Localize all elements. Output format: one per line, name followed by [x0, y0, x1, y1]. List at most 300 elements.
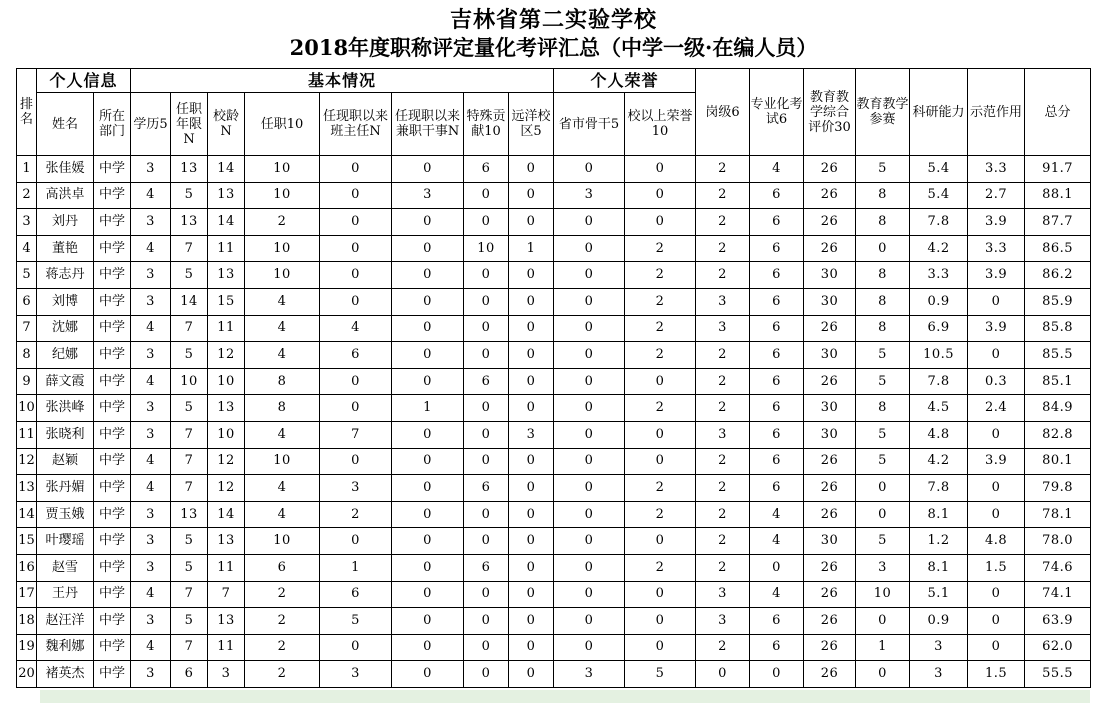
cell-cadre: 0 — [392, 608, 464, 635]
cell-contest: 5 — [856, 368, 910, 395]
table-row — [17, 315, 1091, 342]
cell-post: 2 — [696, 209, 750, 236]
cell-rank: 8 — [17, 342, 37, 369]
cell-years: 5 — [171, 528, 208, 555]
cell-contest: 8 — [856, 262, 910, 289]
cell-head-teacher: 6 — [320, 581, 392, 608]
cell-school-age: 14 — [208, 209, 245, 236]
cell-research: 7.8 — [910, 475, 968, 502]
cell-head-teacher: 5 — [320, 608, 392, 635]
cell-teach-eval: 30 — [804, 342, 856, 369]
cell-special: 0 — [464, 661, 509, 688]
cell-post: 3 — [696, 288, 750, 315]
cell-name: 赵颖 — [37, 448, 94, 475]
cell-research: 1.2 — [910, 528, 968, 555]
cell-backbone: 0 — [554, 342, 625, 369]
table-row — [17, 448, 1091, 475]
cell-backbone: 0 — [554, 156, 625, 183]
cell-yuanyang: 0 — [509, 368, 554, 395]
cell-rank: 12 — [17, 448, 37, 475]
header-pro-exam: 专业化考试6 — [750, 69, 804, 156]
cell-demo: 2.7 — [968, 182, 1025, 209]
cell-backbone: 0 — [554, 368, 625, 395]
cell-school-age: 7 — [208, 581, 245, 608]
cell-backbone: 0 — [554, 288, 625, 315]
cell-yuanyang: 1 — [509, 235, 554, 262]
cell-years: 7 — [171, 581, 208, 608]
cell-rank: 16 — [17, 554, 37, 581]
cell-dept: 中学 — [94, 209, 131, 236]
cell-position: 8 — [245, 368, 320, 395]
cell-dept: 中学 — [94, 262, 131, 289]
cell-total: 62.0 — [1025, 634, 1091, 661]
cell-special: 0 — [464, 288, 509, 315]
cell-pro-exam: 6 — [750, 475, 804, 502]
cell-post: 2 — [696, 182, 750, 209]
cell-edu: 3 — [131, 209, 171, 236]
cell-cadre: 0 — [392, 315, 464, 342]
title-block — [0, 6, 1107, 62]
cell-school-age: 10 — [208, 368, 245, 395]
cell-yuanyang: 0 — [509, 661, 554, 688]
cell-post: 2 — [696, 395, 750, 422]
cell-cadre: 1 — [392, 395, 464, 422]
cell-edu: 3 — [131, 661, 171, 688]
cell-research: 0.9 — [910, 608, 968, 635]
cell-head-teacher: 0 — [320, 182, 392, 209]
cell-position: 2 — [245, 209, 320, 236]
cell-rank: 5 — [17, 262, 37, 289]
header-total: 总分 — [1025, 69, 1091, 156]
cell-honor-above: 0 — [625, 581, 696, 608]
cell-head-teacher: 0 — [320, 368, 392, 395]
header-honor-above: 校以上荣誉10 — [625, 93, 696, 156]
cell-years: 5 — [171, 262, 208, 289]
cell-teach-eval: 26 — [804, 608, 856, 635]
cell-yuanyang: 0 — [509, 209, 554, 236]
cell-school-age: 11 — [208, 315, 245, 342]
cell-contest: 5 — [856, 156, 910, 183]
cell-teach-eval: 30 — [804, 421, 856, 448]
cell-contest: 1 — [856, 634, 910, 661]
cell-special: 0 — [464, 501, 509, 528]
cell-teach-eval: 30 — [804, 288, 856, 315]
cell-research: 3 — [910, 661, 968, 688]
cell-school-age: 12 — [208, 342, 245, 369]
cell-demo: 0.3 — [968, 368, 1025, 395]
cell-years: 5 — [171, 608, 208, 635]
cell-cadre: 0 — [392, 634, 464, 661]
footer-band — [40, 690, 1090, 703]
cell-years: 7 — [171, 448, 208, 475]
cell-yuanyang: 0 — [509, 342, 554, 369]
cell-head-teacher: 3 — [320, 661, 392, 688]
cell-edu: 4 — [131, 475, 171, 502]
cell-edu: 4 — [131, 182, 171, 209]
cell-special: 0 — [464, 608, 509, 635]
cell-position: 4 — [245, 315, 320, 342]
cell-demo: 3.9 — [968, 209, 1025, 236]
cell-edu: 3 — [131, 608, 171, 635]
table-row — [17, 661, 1091, 688]
cell-years: 14 — [171, 288, 208, 315]
cell-special: 0 — [464, 421, 509, 448]
cell-edu: 4 — [131, 235, 171, 262]
cell-edu: 4 — [131, 634, 171, 661]
cell-dept: 中学 — [94, 501, 131, 528]
cell-post: 2 — [696, 528, 750, 555]
cell-research: 4.8 — [910, 421, 968, 448]
cell-post: 2 — [696, 448, 750, 475]
header-position: 任职10 — [245, 93, 320, 156]
cell-position: 10 — [245, 448, 320, 475]
cell-special: 6 — [464, 368, 509, 395]
cell-head-teacher: 0 — [320, 262, 392, 289]
cell-research: 5.1 — [910, 581, 968, 608]
cell-cadre: 0 — [392, 554, 464, 581]
cell-dept: 中学 — [94, 156, 131, 183]
cell-pro-exam: 4 — [750, 528, 804, 555]
cell-name: 刘丹 — [37, 209, 94, 236]
cell-honor-above: 2 — [625, 315, 696, 342]
cell-total: 78.0 — [1025, 528, 1091, 555]
cell-post: 2 — [696, 342, 750, 369]
header-school-age: 校龄N — [208, 93, 245, 156]
cell-head-teacher: 0 — [320, 209, 392, 236]
cell-years: 7 — [171, 475, 208, 502]
cell-head-teacher: 7 — [320, 421, 392, 448]
header-research: 科研能力 — [910, 69, 968, 156]
cell-total: 86.5 — [1025, 235, 1091, 262]
cell-teach-eval: 30 — [804, 262, 856, 289]
table-row — [17, 209, 1091, 236]
cell-teach-eval: 26 — [804, 182, 856, 209]
cell-school-age: 11 — [208, 634, 245, 661]
cell-position: 8 — [245, 395, 320, 422]
cell-position: 4 — [245, 342, 320, 369]
cell-backbone: 0 — [554, 315, 625, 342]
cell-contest: 3 — [856, 554, 910, 581]
cell-special: 0 — [464, 634, 509, 661]
cell-total: 88.1 — [1025, 182, 1091, 209]
cell-yuanyang: 0 — [509, 315, 554, 342]
cell-pro-exam: 6 — [750, 182, 804, 209]
cell-special: 0 — [464, 315, 509, 342]
cell-name: 魏利娜 — [37, 634, 94, 661]
cell-cadre: 0 — [392, 528, 464, 555]
cell-dept: 中学 — [94, 661, 131, 688]
report-title: 2018年度职称评定量化考评汇总（中学一级·在编人员） — [289, 35, 818, 60]
cell-dept: 中学 — [94, 528, 131, 555]
cell-demo: 3.9 — [968, 262, 1025, 289]
cell-contest: 5 — [856, 421, 910, 448]
cell-special: 10 — [464, 235, 509, 262]
cell-edu: 3 — [131, 262, 171, 289]
cell-yuanyang: 0 — [509, 262, 554, 289]
cell-contest: 8 — [856, 182, 910, 209]
cell-edu: 4 — [131, 315, 171, 342]
cell-research: 4.2 — [910, 448, 968, 475]
cell-name: 褚英杰 — [37, 661, 94, 688]
cell-special: 6 — [464, 156, 509, 183]
cell-honor-above: 2 — [625, 395, 696, 422]
cell-total: 87.7 — [1025, 209, 1091, 236]
cell-head-teacher: 0 — [320, 235, 392, 262]
header-name: 姓名 — [37, 93, 94, 156]
header-edu: 学历5 — [131, 93, 171, 156]
cell-honor-above: 0 — [625, 368, 696, 395]
cell-yuanyang: 0 — [509, 581, 554, 608]
cell-total: 84.9 — [1025, 395, 1091, 422]
cell-honor-above: 2 — [625, 554, 696, 581]
cell-school-age: 12 — [208, 448, 245, 475]
cell-edu: 3 — [131, 395, 171, 422]
cell-name: 张丹媚 — [37, 475, 94, 502]
cell-years: 13 — [171, 156, 208, 183]
cell-pro-exam: 6 — [750, 634, 804, 661]
cell-yuanyang: 0 — [509, 288, 554, 315]
cell-rank: 13 — [17, 475, 37, 502]
cell-rank: 6 — [17, 288, 37, 315]
table-row — [17, 395, 1091, 422]
cell-dept: 中学 — [94, 608, 131, 635]
cell-total: 82.8 — [1025, 421, 1091, 448]
cell-pro-exam: 0 — [750, 661, 804, 688]
cell-dept: 中学 — [94, 581, 131, 608]
cell-special: 0 — [464, 182, 509, 209]
cell-backbone: 0 — [554, 262, 625, 289]
cell-rank: 17 — [17, 581, 37, 608]
header-special: 特殊贡献10 — [464, 93, 509, 156]
cell-total: 78.1 — [1025, 501, 1091, 528]
cell-yuanyang: 0 — [509, 501, 554, 528]
cell-post: 2 — [696, 554, 750, 581]
cell-cadre: 0 — [392, 448, 464, 475]
cell-school-age: 13 — [208, 608, 245, 635]
cell-years: 13 — [171, 209, 208, 236]
cell-position: 10 — [245, 235, 320, 262]
cell-demo: 0 — [968, 421, 1025, 448]
cell-pro-exam: 6 — [750, 342, 804, 369]
table-row — [17, 475, 1091, 502]
cell-yuanyang: 3 — [509, 421, 554, 448]
cell-post: 2 — [696, 235, 750, 262]
cell-rank: 20 — [17, 661, 37, 688]
cell-rank: 10 — [17, 395, 37, 422]
cell-school-age: 13 — [208, 182, 245, 209]
cell-teach-eval: 26 — [804, 634, 856, 661]
cell-cadre: 0 — [392, 501, 464, 528]
cell-contest: 0 — [856, 608, 910, 635]
cell-dept: 中学 — [94, 421, 131, 448]
cell-special: 6 — [464, 554, 509, 581]
cell-special: 0 — [464, 528, 509, 555]
cell-demo: 3.9 — [968, 448, 1025, 475]
cell-special: 0 — [464, 342, 509, 369]
cell-teach-eval: 26 — [804, 448, 856, 475]
cell-dept: 中学 — [94, 368, 131, 395]
cell-research: 7.8 — [910, 209, 968, 236]
cell-contest: 0 — [856, 501, 910, 528]
cell-honor-above: 0 — [625, 528, 696, 555]
cell-contest: 5 — [856, 342, 910, 369]
cell-rank: 14 — [17, 501, 37, 528]
cell-head-teacher: 0 — [320, 288, 392, 315]
cell-head-teacher: 4 — [320, 315, 392, 342]
table-row — [17, 262, 1091, 289]
cell-edu: 4 — [131, 368, 171, 395]
cell-teach-eval: 26 — [804, 156, 856, 183]
cell-total: 91.7 — [1025, 156, 1091, 183]
cell-demo: 0 — [968, 288, 1025, 315]
cell-position: 2 — [245, 581, 320, 608]
cell-head-teacher: 0 — [320, 448, 392, 475]
cell-pro-exam: 6 — [750, 608, 804, 635]
cell-name: 高洪卓 — [37, 182, 94, 209]
cell-demo: 0 — [968, 475, 1025, 502]
cell-contest: 8 — [856, 209, 910, 236]
cell-contest: 0 — [856, 235, 910, 262]
cell-contest: 5 — [856, 528, 910, 555]
cell-backbone: 0 — [554, 634, 625, 661]
cell-research: 7.8 — [910, 368, 968, 395]
cell-name: 纪娜 — [37, 342, 94, 369]
cell-school-age: 14 — [208, 501, 245, 528]
cell-name: 沈娜 — [37, 315, 94, 342]
cell-name: 赵雪 — [37, 554, 94, 581]
cell-contest: 10 — [856, 581, 910, 608]
cell-edu: 4 — [131, 581, 171, 608]
cell-school-age: 10 — [208, 421, 245, 448]
cell-total: 80.1 — [1025, 448, 1091, 475]
cell-cadre: 0 — [392, 262, 464, 289]
cell-rank: 3 — [17, 209, 37, 236]
cell-total: 55.5 — [1025, 661, 1091, 688]
cell-teach-eval: 30 — [804, 395, 856, 422]
cell-rank: 18 — [17, 608, 37, 635]
cell-demo: 0 — [968, 608, 1025, 635]
cell-pro-exam: 4 — [750, 156, 804, 183]
cell-rank: 11 — [17, 421, 37, 448]
cell-head-teacher: 6 — [320, 342, 392, 369]
cell-special: 0 — [464, 209, 509, 236]
cell-school-age: 13 — [208, 395, 245, 422]
cell-pro-exam: 6 — [750, 368, 804, 395]
cell-head-teacher: 3 — [320, 475, 392, 502]
cell-pro-exam: 4 — [750, 501, 804, 528]
table-row — [17, 528, 1091, 555]
cell-position: 2 — [245, 608, 320, 635]
cell-school-age: 11 — [208, 554, 245, 581]
cell-dept: 中学 — [94, 288, 131, 315]
header-years: 任职年限N — [171, 93, 208, 156]
cell-backbone: 3 — [554, 661, 625, 688]
header-contest: 教育教学参赛 — [856, 69, 910, 156]
cell-demo: 2.4 — [968, 395, 1025, 422]
cell-rank: 19 — [17, 634, 37, 661]
cell-cadre: 0 — [392, 661, 464, 688]
cell-pro-exam: 6 — [750, 262, 804, 289]
cell-head-teacher: 0 — [320, 528, 392, 555]
cell-demo: 0 — [968, 501, 1025, 528]
cell-honor-above: 0 — [625, 421, 696, 448]
cell-edu: 3 — [131, 288, 171, 315]
table-row — [17, 608, 1091, 635]
cell-post: 3 — [696, 315, 750, 342]
cell-years: 6 — [171, 661, 208, 688]
cell-teach-eval: 30 — [804, 528, 856, 555]
table-row — [17, 288, 1091, 315]
cell-teach-eval: 26 — [804, 315, 856, 342]
cell-teach-eval: 26 — [804, 581, 856, 608]
cell-backbone: 0 — [554, 501, 625, 528]
cell-research: 5.4 — [910, 156, 968, 183]
cell-backbone: 0 — [554, 421, 625, 448]
cell-name: 赵汪洋 — [37, 608, 94, 635]
cell-school-age: 13 — [208, 528, 245, 555]
cell-honor-above: 2 — [625, 501, 696, 528]
cell-total: 74.1 — [1025, 581, 1091, 608]
cell-cadre: 0 — [392, 421, 464, 448]
cell-years: 7 — [171, 235, 208, 262]
cell-dept: 中学 — [94, 315, 131, 342]
cell-honor-above: 0 — [625, 209, 696, 236]
table-row — [17, 368, 1091, 395]
cell-demo: 0 — [968, 581, 1025, 608]
cell-position: 10 — [245, 182, 320, 209]
cell-pro-exam: 6 — [750, 315, 804, 342]
cell-pro-exam: 6 — [750, 395, 804, 422]
cell-pro-exam: 0 — [750, 554, 804, 581]
cell-head-teacher: 0 — [320, 634, 392, 661]
cell-name: 张洪峰 — [37, 395, 94, 422]
cell-research: 8.1 — [910, 501, 968, 528]
header-rank: 排名 — [17, 69, 37, 156]
school-title: 吉林省第二实验学校 — [449, 7, 657, 33]
cell-research: 8.1 — [910, 554, 968, 581]
cell-backbone: 0 — [554, 395, 625, 422]
cell-post: 2 — [696, 475, 750, 502]
cell-research: 4.5 — [910, 395, 968, 422]
group-honor: 个人荣誉 — [554, 69, 696, 93]
cell-years: 7 — [171, 421, 208, 448]
cell-rank: 2 — [17, 182, 37, 209]
cell-demo: 0 — [968, 634, 1025, 661]
cell-position: 6 — [245, 554, 320, 581]
cell-pro-exam: 6 — [750, 448, 804, 475]
cell-honor-above: 2 — [625, 288, 696, 315]
cell-name: 叶璎瑶 — [37, 528, 94, 555]
table-row — [17, 501, 1091, 528]
cell-edu: 3 — [131, 156, 171, 183]
cell-years: 5 — [171, 182, 208, 209]
cell-school-age: 3 — [208, 661, 245, 688]
header-post: 岗级6 — [696, 69, 750, 156]
cell-teach-eval: 26 — [804, 501, 856, 528]
cell-position: 4 — [245, 421, 320, 448]
cell-position: 4 — [245, 288, 320, 315]
cell-post: 2 — [696, 262, 750, 289]
cell-research: 6.9 — [910, 315, 968, 342]
cell-cadre: 0 — [392, 475, 464, 502]
header-teach-eval: 教育教学综合评价30 — [804, 69, 856, 156]
cell-name: 王丹 — [37, 581, 94, 608]
cell-contest: 8 — [856, 315, 910, 342]
cell-dept: 中学 — [94, 395, 131, 422]
cell-rank: 9 — [17, 368, 37, 395]
cell-research: 3 — [910, 634, 968, 661]
cell-post: 2 — [696, 368, 750, 395]
